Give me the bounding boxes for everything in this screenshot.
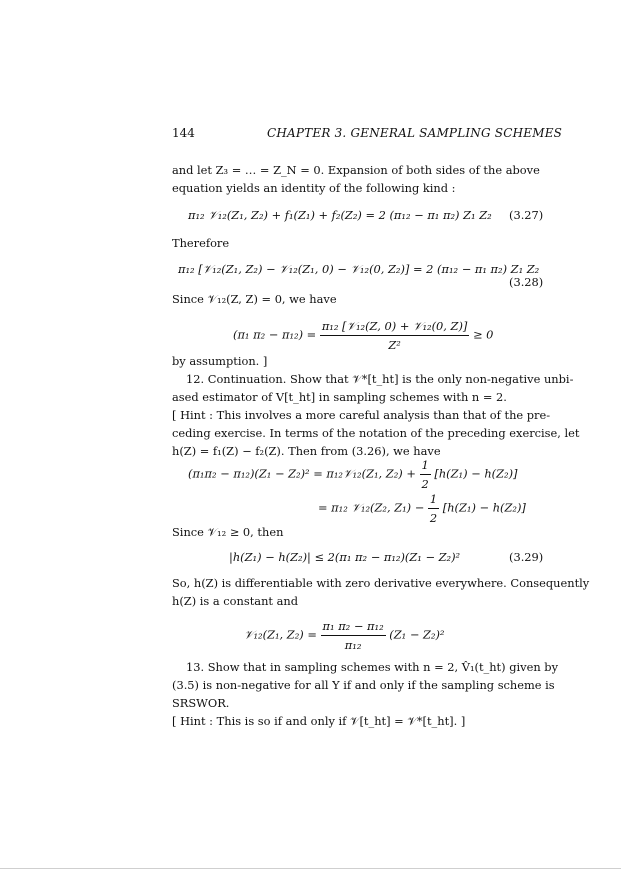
equation-h2-rhs: [h(Z₁) − h(Z₂)] [442, 500, 526, 515]
inequality-equation [233, 317, 493, 354]
equation-h1-lhs: (π₁π₂ − π₁₂)(Z₁ − Z₂)² = π₁₂𝒱₁₂(Z₁, Z₂) + [188, 466, 416, 481]
exercise-12-line: 12. Continuation. Show that 𝒱*[t_ht] is the only non-negative unbi- [186, 372, 574, 386]
equation-h1 [188, 456, 517, 493]
body-text-line: So, h(Z) is differentiable with zero derivative everywhere. Consequently [172, 576, 590, 590]
fraction-numerator: 1 [420, 456, 431, 475]
equation-h2-lhs: = π₁₂ 𝒱₁₂(Z₂, Z₁) − [318, 500, 425, 515]
chapter-title: CHAPTER 3. GENERAL SAMPLING SCHEMES [267, 126, 563, 140]
equation-h2 [318, 490, 526, 527]
body-text-line: Since 𝒱₁₂ ≥ 0, then [172, 525, 284, 539]
equation-v12-lhs: 𝒱₁₂(Z₁, Z₂) = [244, 627, 317, 642]
equation-number: (3.29) [509, 550, 544, 564]
body-text-line: Since 𝒱₁₂(Z, Z) = 0, we have [172, 292, 337, 306]
equation-3-29: |h(Z₁) − h(Z₂)| ≤ 2(π₁ π₂ − π₁₂)(Z₁ − Z₂)² [229, 550, 461, 564]
fraction-denominator: 2 [429, 511, 438, 525]
fraction-denominator: 2 [421, 477, 429, 491]
page-bottom-divider [0, 868, 621, 869]
hint-12-line: h(Z) = f₁(Z) − f₂(Z). Then from (3.26), we have [172, 444, 441, 458]
inequality-rhs: ≥ 0 [472, 327, 494, 342]
v12-fraction [321, 617, 386, 654]
exercise-13-line: SRSWOR. [172, 696, 230, 710]
body-text-line: h(Z) is a constant and [172, 594, 299, 608]
exercise-12-line: ased estimator of V[t_ht] in sampling schemes with n = 2. [172, 390, 507, 404]
hint-13-line: [ Hint : This is so if and only if 𝒱[t_ht] = 𝒱*[t_ht]. ] [172, 714, 466, 728]
fraction-numerator: π₁ π₂ − π₁₂ [321, 617, 386, 636]
exercise-13-line: 13. Show that in sampling schemes with n = 2, V̂₁(t_ht) given by [186, 660, 558, 674]
fraction-denominator: π₁₂ [344, 638, 362, 652]
equation-h1-rhs: [h(Z₁) − h(Z₂)] [434, 466, 518, 481]
equation-number: (3.28) [509, 275, 544, 289]
equation-3-28: π₁₂ [𝒱₁₂(Z₁, Z₂) − 𝒱₁₂(Z₁, 0) − 𝒱₁₂(0, Z₂)] = 2 (π₁₂ − π₁ π₂) Z₁ Z₂ [178, 262, 540, 276]
hint-12-line: ceding exercise. In terms of the notation of the preceding exercise, let [172, 426, 580, 440]
half-fraction [420, 456, 431, 493]
exercise-13-line: (3.5) is non-negative for all Y if and only if the sampling scheme is [172, 678, 555, 692]
equation-v12 [244, 617, 444, 654]
equation-3-27: π₁₂ 𝒱₁₂(Z₁, Z₂) + f₁(Z₁) + f₂(Z₂) = 2 (π₁₂ − π₁ π₂) Z₁ Z₂ [188, 208, 492, 222]
half-fraction [428, 490, 439, 527]
fraction-numerator: 1 [428, 490, 439, 509]
equation-number: (3.27) [509, 208, 544, 222]
fraction-numerator: π₁₂ [𝒱₁₂(Z, 0) + 𝒱₁₂(0, Z)] [320, 317, 470, 336]
equation-v12-rhs: (Z₁ − Z₂)² [389, 627, 445, 642]
body-text-line: Therefore [172, 236, 230, 250]
hint-12-line: [ Hint : This involves a more careful analysis than that of the pre- [172, 408, 551, 422]
body-text-line: and let Z₃ = … = Z_N = 0. Expansion of both sides of the above [172, 163, 540, 177]
body-text-line: by assumption. ] [172, 354, 268, 368]
inequality-fraction [320, 317, 470, 354]
inequality-lhs: (π₁ π₂ − π₁₂) = [233, 327, 317, 342]
body-text-line: equation yields an identity of the following kind : [172, 181, 456, 195]
page-number: 144 [172, 126, 195, 140]
fraction-denominator: Z² [388, 338, 401, 352]
